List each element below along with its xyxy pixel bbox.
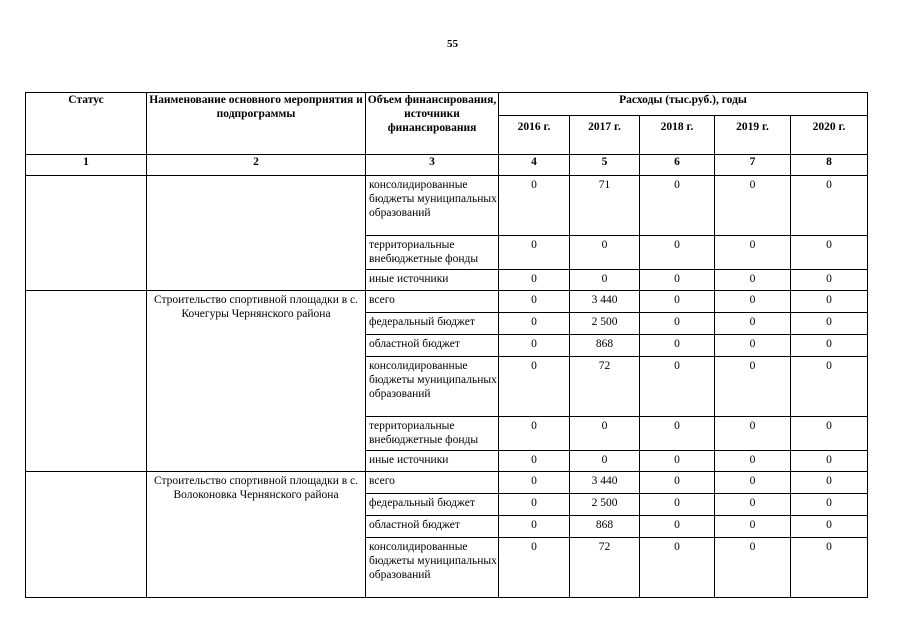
expense-value-cell: 0	[640, 313, 715, 335]
expense-value-cell: 0	[640, 472, 715, 494]
status-cell	[26, 291, 147, 472]
activity-name-cell: Строительство спортивной площадки в с. Кочегуры Чернянского района	[147, 291, 366, 472]
expense-value-cell: 868	[570, 516, 640, 538]
expense-value-cell: 0	[640, 357, 715, 417]
funding-source-cell: иные источники	[366, 451, 499, 472]
column-number: 5	[570, 155, 640, 176]
column-number: 2	[147, 155, 366, 176]
expense-value-cell: 2 500	[570, 494, 640, 516]
status-cell	[26, 472, 147, 598]
expense-value-cell: 71	[570, 176, 640, 236]
table-row	[26, 291, 868, 313]
expense-value-cell: 0	[715, 494, 791, 516]
expense-value-cell: 0	[640, 236, 715, 270]
expense-value-cell: 0	[791, 270, 868, 291]
column-numbers-row	[26, 155, 868, 176]
expense-value-cell: 0	[640, 335, 715, 357]
expense-value-cell: 0	[791, 313, 868, 335]
expense-value-cell: 0	[499, 236, 570, 270]
activity-name-cell	[147, 176, 366, 291]
column-number: 4	[499, 155, 570, 176]
financing-table	[25, 92, 868, 598]
expense-value-cell: 0	[791, 451, 868, 472]
expense-value-cell: 0	[640, 494, 715, 516]
expense-value-cell: 0	[499, 357, 570, 417]
expense-value-cell: 0	[640, 270, 715, 291]
expense-value-cell: 0	[640, 516, 715, 538]
column-number: 1	[26, 155, 147, 176]
expense-value-cell: 72	[570, 357, 640, 417]
header-year-2018: 2018 г.	[640, 116, 715, 155]
expense-value-cell: 72	[570, 538, 640, 598]
expense-value-cell: 0	[791, 538, 868, 598]
status-cell	[26, 176, 147, 291]
expense-value-cell: 0	[499, 176, 570, 236]
expense-value-cell: 0	[499, 472, 570, 494]
expense-value-cell: 0	[715, 291, 791, 313]
expense-value-cell: 0	[791, 472, 868, 494]
expense-value-cell: 0	[715, 335, 791, 357]
expense-value-cell: 0	[715, 451, 791, 472]
expense-value-cell: 0	[715, 176, 791, 236]
expense-value-cell: 0	[791, 357, 868, 417]
expense-value-cell: 0	[499, 417, 570, 451]
expense-value-cell: 0	[499, 494, 570, 516]
expense-value-cell: 0	[640, 451, 715, 472]
funding-source-cell: иные источники	[366, 270, 499, 291]
funding-source-cell: федеральный бюджет	[366, 313, 499, 335]
column-number: 3	[366, 155, 499, 176]
funding-source-cell: областной бюджет	[366, 516, 499, 538]
table-row	[26, 176, 868, 236]
header-name: Наименование основного мероприятия и подпрограммы	[147, 93, 366, 155]
header-year-2017: 2017 г.	[570, 116, 640, 155]
table-row	[26, 472, 868, 494]
expense-value-cell: 0	[499, 451, 570, 472]
expense-value-cell: 0	[715, 270, 791, 291]
funding-source-cell: всего	[366, 291, 499, 313]
expense-value-cell: 0	[715, 472, 791, 494]
expense-value-cell: 0	[499, 291, 570, 313]
expense-value-cell: 0	[715, 313, 791, 335]
expense-value-cell: 0	[715, 357, 791, 417]
header-year-2019: 2019 г.	[715, 116, 791, 155]
expense-value-cell: 0	[499, 538, 570, 598]
expense-value-cell: 3 440	[570, 291, 640, 313]
expense-value-cell: 0	[715, 417, 791, 451]
column-number: 6	[640, 155, 715, 176]
expense-value-cell: 3 440	[570, 472, 640, 494]
expense-value-cell: 0	[570, 417, 640, 451]
funding-source-cell: территориальные внебюджетные фонды	[366, 236, 499, 270]
expense-value-cell: 0	[715, 516, 791, 538]
expense-value-cell: 0	[570, 270, 640, 291]
expense-value-cell: 0	[791, 335, 868, 357]
expense-value-cell: 0	[791, 494, 868, 516]
column-number: 7	[715, 155, 791, 176]
expense-value-cell: 0	[791, 176, 868, 236]
funding-source-cell: консолидированные бюджеты муниципальных образований	[366, 176, 499, 236]
expense-value-cell: 0	[791, 291, 868, 313]
expense-value-cell: 0	[640, 538, 715, 598]
page-number: 55	[447, 38, 458, 50]
expense-value-cell: 0	[791, 236, 868, 270]
expense-value-cell: 2 500	[570, 313, 640, 335]
funding-source-cell: консолидированные бюджеты муниципальных образований	[366, 538, 499, 598]
expense-value-cell: 0	[640, 176, 715, 236]
header-status: Статус	[26, 93, 147, 155]
funding-source-cell: федеральный бюджет	[366, 494, 499, 516]
funding-source-cell: консолидированные бюджеты муниципальных образований	[366, 357, 499, 417]
header-year-2020: 2020 г.	[791, 116, 868, 155]
expense-value-cell: 0	[640, 291, 715, 313]
expense-value-cell: 0	[791, 417, 868, 451]
funding-source-cell: всего	[366, 472, 499, 494]
expense-value-cell: 0	[791, 516, 868, 538]
expense-value-cell: 0	[499, 270, 570, 291]
expense-value-cell: 0	[499, 313, 570, 335]
expense-value-cell: 0	[715, 236, 791, 270]
funding-source-cell: территориальные внебюджетные фонды	[366, 417, 499, 451]
column-number: 8	[791, 155, 868, 176]
header-expenses: Расходы (тыс.руб.), годы	[499, 93, 868, 116]
expense-value-cell: 0	[715, 538, 791, 598]
expense-value-cell: 868	[570, 335, 640, 357]
expense-value-cell: 0	[640, 417, 715, 451]
expense-value-cell: 0	[499, 335, 570, 357]
activity-name-cell: Строительство спортивной площадки в с. Волоконовка Чернянского района	[147, 472, 366, 598]
funding-source-cell: областной бюджет	[366, 335, 499, 357]
expense-value-cell: 0	[570, 236, 640, 270]
header-year-2016: 2016 г.	[499, 116, 570, 155]
expense-value-cell: 0	[499, 516, 570, 538]
expense-value-cell: 0	[570, 451, 640, 472]
header-volume: Объем финансирования, источники финансирования	[366, 93, 499, 155]
